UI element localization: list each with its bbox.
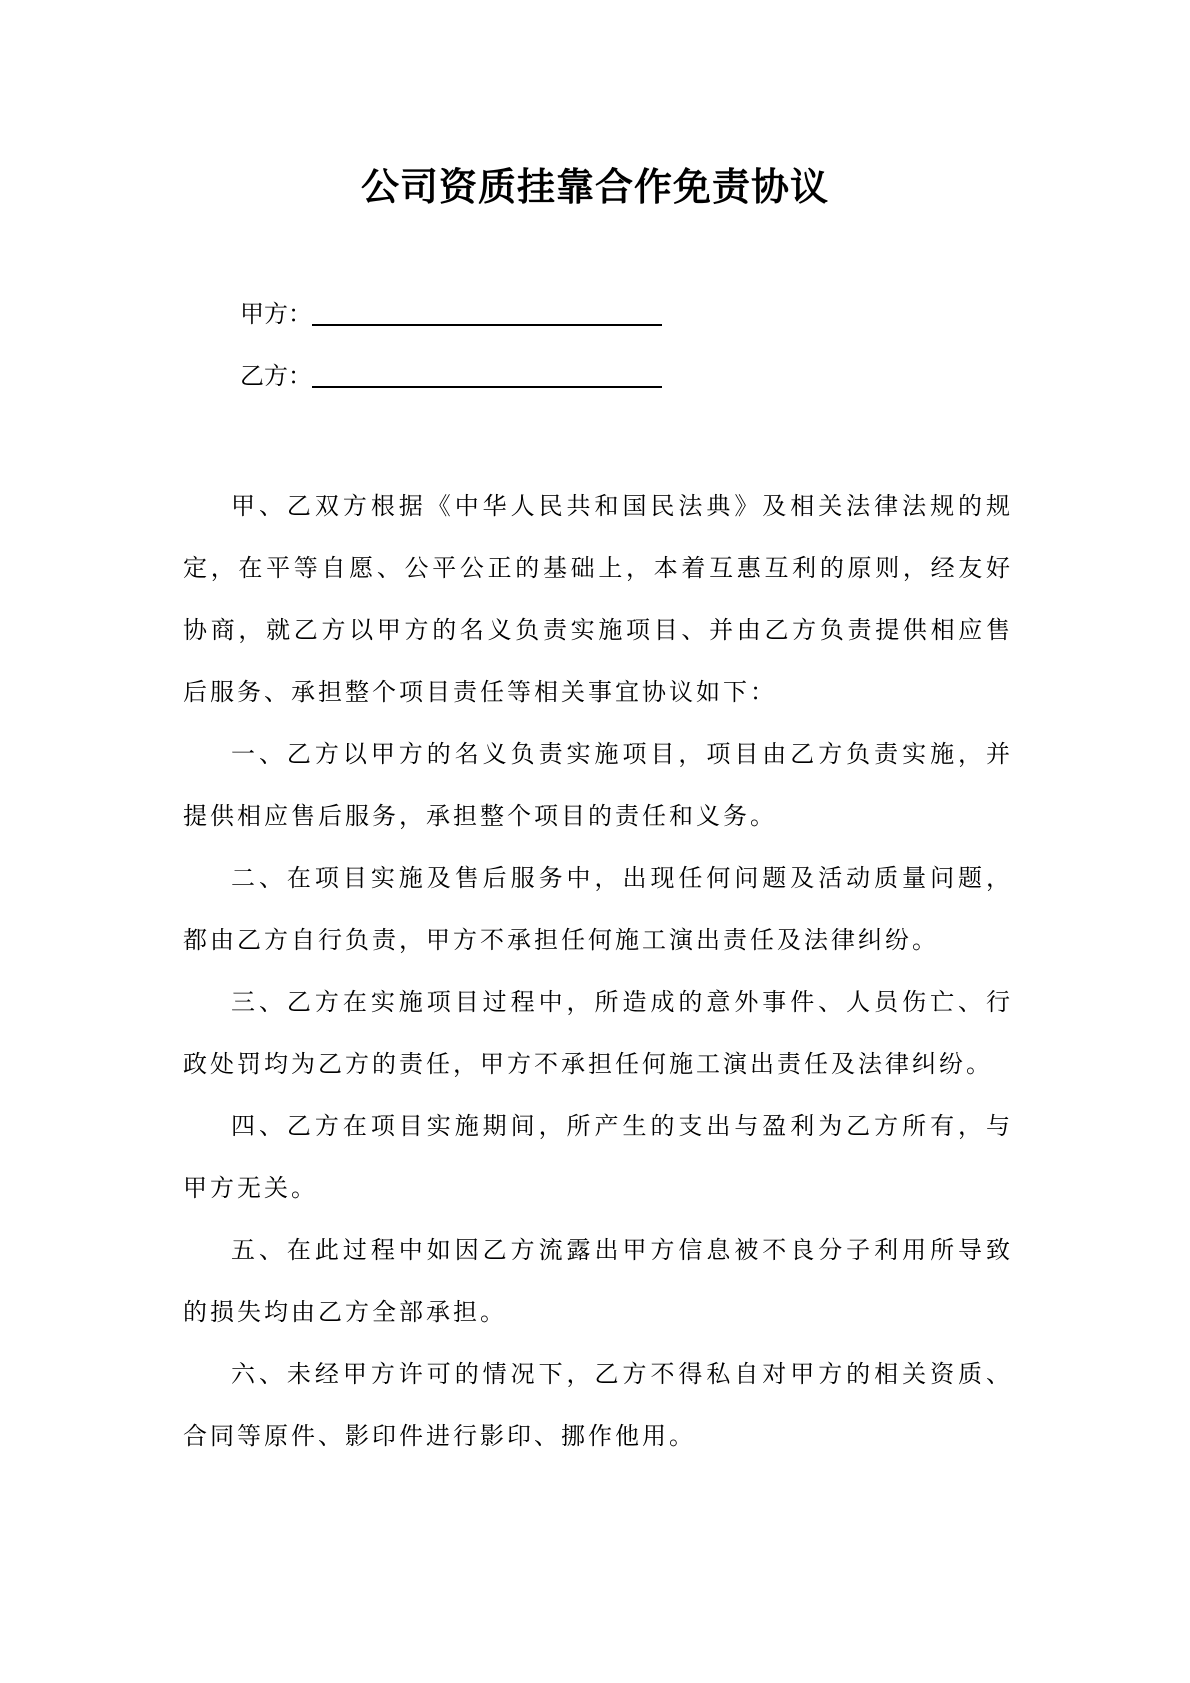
clause-2-paragraph: 二、在项目实施及售后服务中，出现任何问题及活动质量问题，都由乙方自行负责，甲方不承担任何施工演出责任及法律纠纷。 bbox=[183, 864, 1013, 954]
clause-4-paragraph: 四、乙方在项目实施期间，所产生的支出与盈利为乙方所有，与甲方无关。 bbox=[183, 1112, 1013, 1202]
agreement-body bbox=[183, 475, 1013, 1467]
party-b-row bbox=[240, 356, 662, 396]
clause-3-paragraph: 三、乙方在实施项目过程中，所造成的意外事件、人员伤亡、行政处罚均为乙方的责任，甲方不承担任何施工演出责任及法律纠纷。 bbox=[183, 988, 1013, 1078]
party-a-blank-line bbox=[312, 294, 662, 326]
clause-1-paragraph: 一、乙方以甲方的名义负责实施项目，项目由乙方负责实施，并提供相应售后服务，承担整个项目的责任和义务。 bbox=[183, 740, 1013, 830]
document-title: 公司资质挂靠合作免责协议 bbox=[360, 165, 829, 209]
clause-5-paragraph: 五、在此过程中如因乙方流露出甲方信息被不良分子利用所导致的损失均由乙方全部承担。 bbox=[183, 1236, 1013, 1326]
party-b-blank-line bbox=[312, 356, 662, 388]
preamble-paragraph: 甲、乙双方根据《中华人民共和国民法典》及相关法律法规的规定，在平等自愿、公平公正的基础上，本着互惠互利的原则，经友好协商，就乙方以甲方的名义负责实施项目、并由乙方负责提供相应售后服务、承担整个项目责任等相关事宜协议如下： bbox=[183, 492, 1013, 706]
clause-6-paragraph: 六、未经甲方许可的情况下，乙方不得私自对甲方的相关资质、合同等原件、影印件进行影印、挪作他用。 bbox=[183, 1360, 1013, 1450]
party-b-label: 乙方： bbox=[240, 362, 312, 390]
party-a-label: 甲方： bbox=[240, 300, 312, 328]
party-a-row bbox=[240, 294, 662, 334]
